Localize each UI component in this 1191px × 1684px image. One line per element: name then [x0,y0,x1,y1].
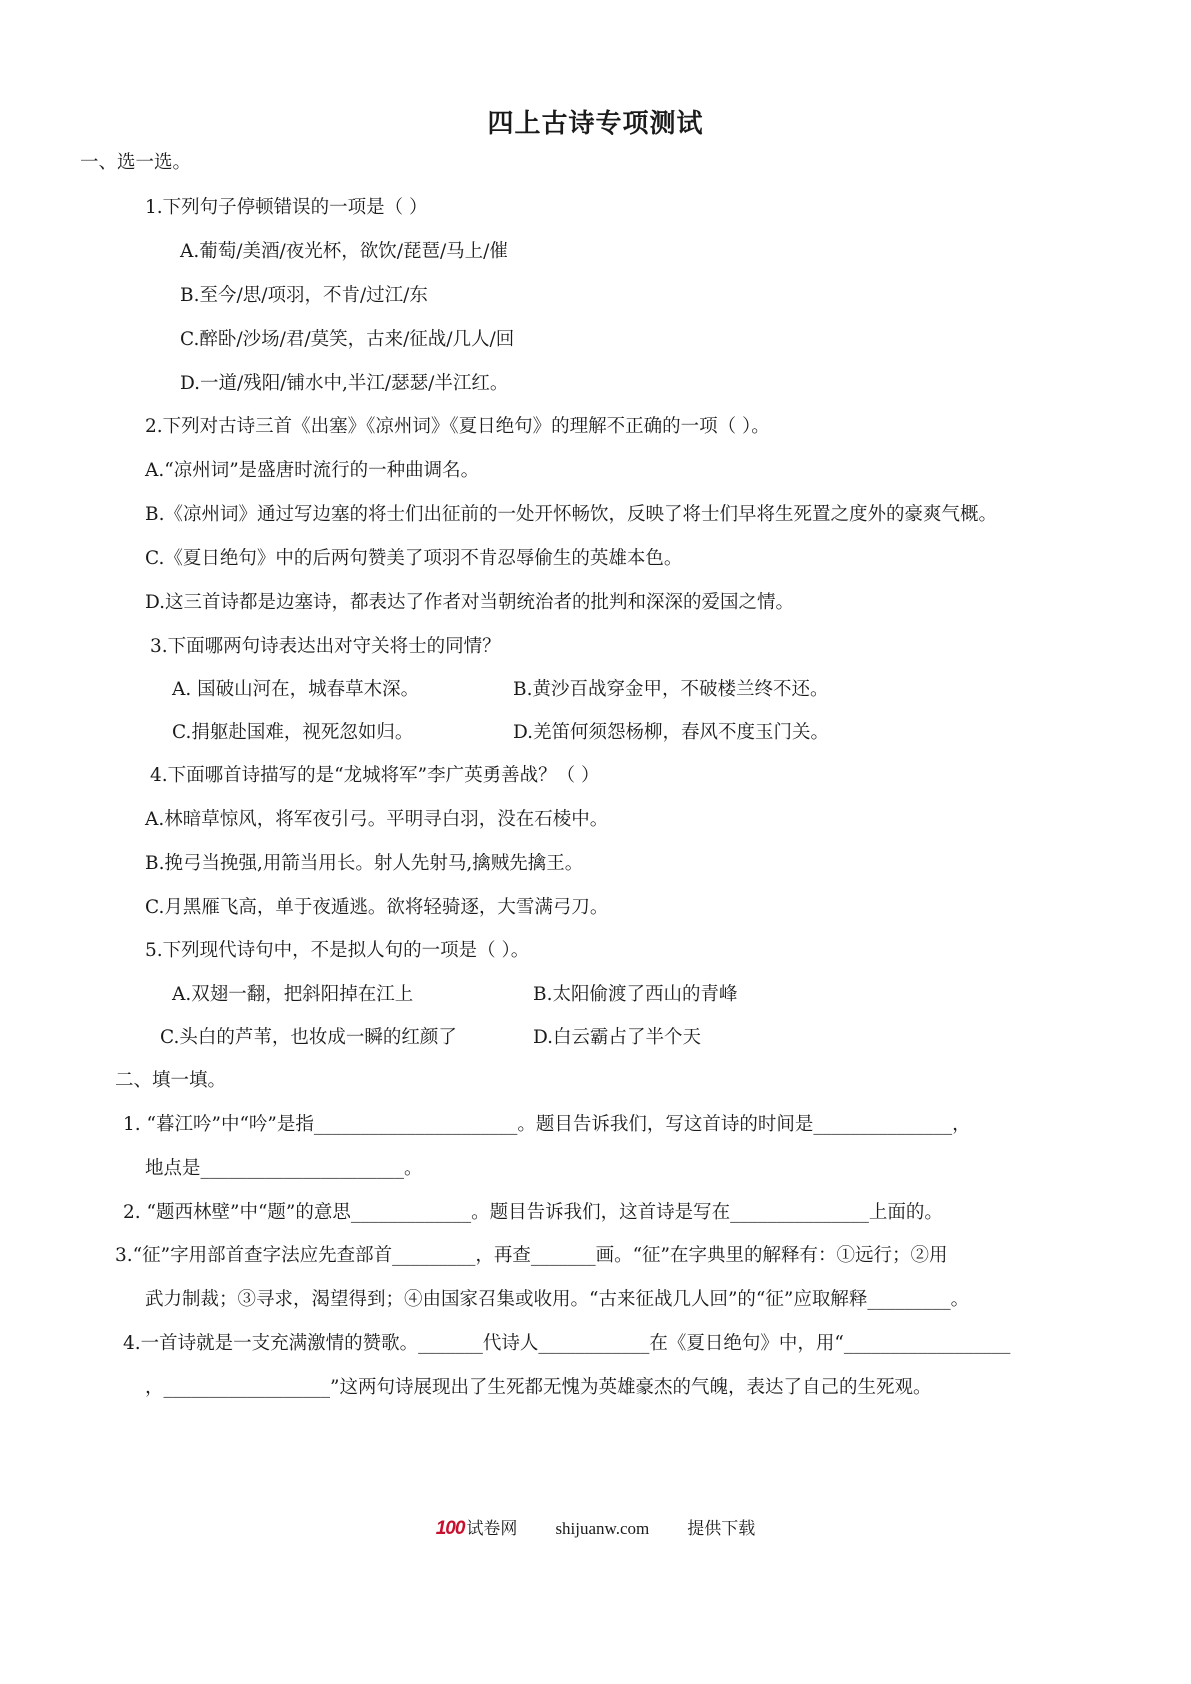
question-5-stem: 5.下列现代诗句中，不是拟人句的一项是（ ）。 [145,940,530,961]
question-5-option-b: B.太阳偷渡了西山的青峰 [533,984,738,1005]
footer-brand: 试卷网 [466,1519,518,1539]
question-4-stem: 4.下面哪首诗描写的是“龙城将军”李广英勇善战？（ ） [150,765,600,786]
question-2-option-b: B.《凉州词》通过写边塞的将士们出征前的一处开怀畅饮，反映了将士们早将生死置之度外的豪爽气概。 [145,504,997,525]
question-3-stem: 3.下面哪两句诗表达出对守关将士的同情？ [150,636,501,657]
question-1-stem: 1.下列句子停顿错误的一项是（ ） [145,197,428,218]
question-4-option-a: A.林暗草惊风，将军夜引弓。平明寻白羽，没在石棱中。 [145,809,609,830]
page-title: 四上古诗专项测试 [487,109,704,139]
question-3-option-a: A. 国破山河在，城春草木深。 [172,679,420,700]
fill-4-line-2: ，__________________”这两句诗展现出了生死都无愧为英雄豪杰的气魄，表达了自己的生死观。 [145,1377,932,1398]
fill-2-line-1: 2. “题西林壁”中“题”的意思_____________。题目告诉我们，这首诗是写在_______________上面的。 [123,1202,943,1223]
page-footer [0,1517,1191,1541]
section-heading-choice: 一、选一选。 [80,152,192,173]
question-4-option-b: B.挽弓当挽强,用箭当用长。射人先射马,擒贼先擒王。 [145,853,584,874]
question-2-stem: 2.下列对古诗三首《出塞》《凉州词》《夏日绝句》的理解不正确的一项（ ）。 [145,416,770,437]
fill-3-line-1: 3.“征”字用部首查字法应先查部首_________，再查_______画。“征”在字典里的解释有：①远行；②用 [115,1245,948,1266]
question-5-option-d: D.白云霸占了半个天 [533,1027,702,1048]
footer-note: 提供下载 [687,1519,756,1539]
question-3-option-b: B.黄沙百战穿金甲，不破楼兰终不还。 [513,679,829,700]
question-1-option-d: D.一道/残阳/铺水中,半江/瑟瑟/半江红。 [180,373,509,394]
question-2-option-a: A.“凉州词”是盛唐时流行的一种曲调名。 [145,460,480,481]
fill-1-line-2: 地点是______________________。 [145,1158,423,1179]
footer-site-link[interactable]: shijuanw.com [555,1519,650,1538]
question-2-option-d: D.这三首诗都是边塞诗，都表达了作者对当朝统治者的批判和深深的爱国之情。 [145,592,795,613]
site-logo: 100 [435,1518,465,1539]
fill-3-line-2: 武力制裁；③寻求，渴望得到；④由国家召集或收用。“古来征战几人回”的“征”应取解释_________。 [145,1289,970,1310]
question-5-option-c: C.头白的芦苇，也妆成一瞬的红颜了 [160,1027,457,1048]
question-4-option-c: C.月黑雁飞高，单于夜遁逃。欲将轻骑逐，大雪满弓刀。 [145,897,609,918]
question-1-option-a: A.葡萄/美酒/夜光杯，欲饮/琵琶/马上/催 [180,241,508,262]
fill-4-line-1: 4.一首诗就是一支充满激情的赞歌。_______代诗人____________在《夏日绝句》中，用“__________________ [123,1333,1011,1354]
question-5-option-a: A.双翅一翻，把斜阳掉在江上 [172,984,414,1005]
question-3-option-c: C.捐躯赴国难，视死忽如归。 [172,722,414,743]
fill-1-line-1: 1. “暮江吟”中“吟”是指______________________。题目告诉我们，写这首诗的时间是_______________， [123,1114,971,1135]
question-3-option-d: D.羌笛何须怨杨柳，春风不度玉门关。 [513,722,830,743]
section-heading-fill: 二、填一填。 [115,1070,227,1091]
question-1-option-b: B.至今/思/项羽，不肯/过江/东 [180,285,428,306]
question-2-option-c: C.《夏日绝句》中的后两句赞美了项羽不肯忍辱偷生的英雄本色。 [145,548,683,569]
question-1-option-c: C.醉卧/沙场/君/莫笑，古来/征战/几人/回 [180,329,515,350]
